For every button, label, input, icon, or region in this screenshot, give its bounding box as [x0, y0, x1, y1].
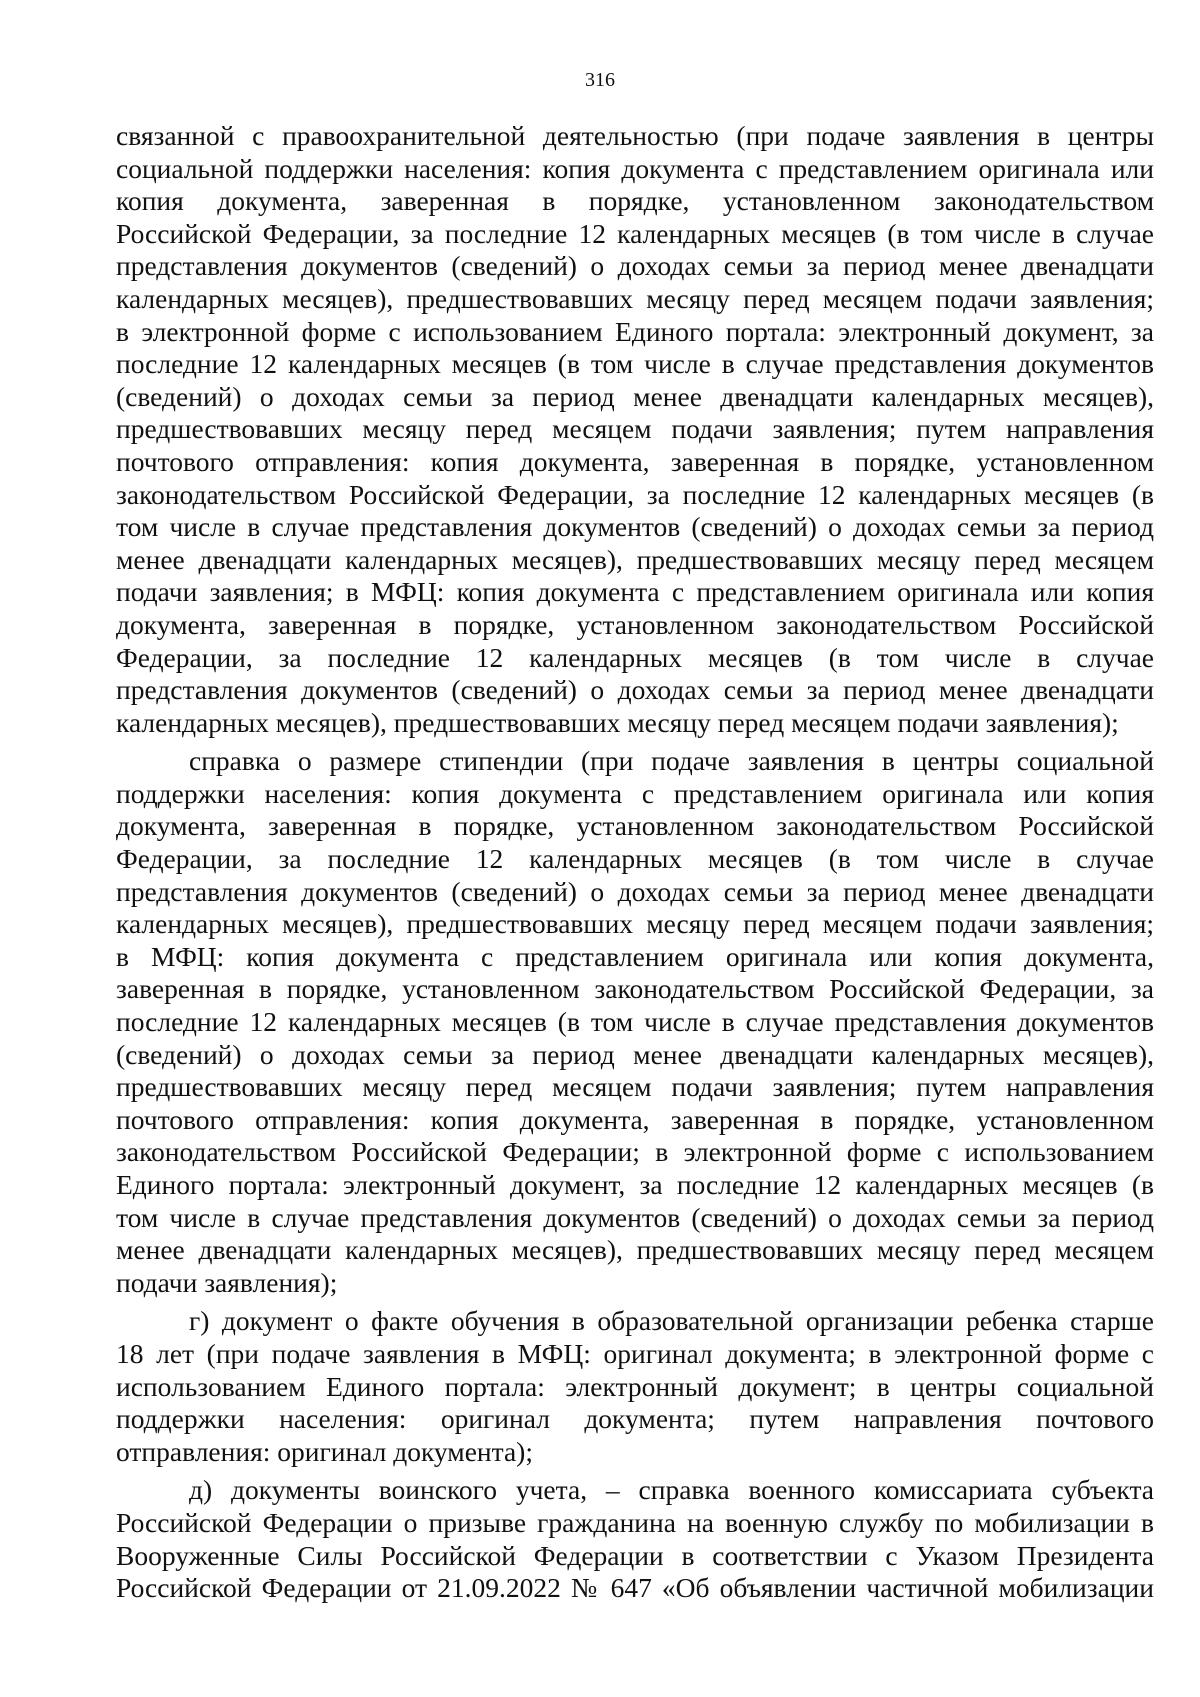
text-line: г) документ о факте обучения в образовательной организации ребенка старше — [189, 1305, 1154, 1337]
text-line: календарных месяцев), предшествовавших месяцу перед месяцем подачи заявления); — [116, 706, 1119, 738]
text-line: заверенная в порядке, установленном законодательством Российской Федерации, за — [116, 973, 1154, 1005]
text-line: д) документы воинского учета, – справка военного комиссариата субъекта — [189, 1474, 1154, 1506]
text-line: представления документов (сведений) о доходах семьи за период менее двенадцати — [116, 875, 1154, 907]
text-line: Федерации, за последние 12 календарных месяцев (в том числе в случае — [116, 641, 1154, 673]
text-line: Российской Федерации от 21.09.2022 № 647 «Об объявлении частичной мобилизации — [116, 1572, 1154, 1604]
text-line: документа, заверенная в порядке, установленном законодательством Российской — [116, 608, 1154, 640]
text-line: Российской Федерации, за последние 12 календарных месяцев (в том числе в случае — [116, 217, 1154, 249]
text-line: документа, заверенная в порядке, установленном законодательством Российской — [116, 810, 1154, 842]
text-line: представления документов (сведений) о доходах семьи за период менее двенадцати — [116, 674, 1154, 706]
document-body — [116, 120, 1154, 1605]
text-line: представления документов (сведений) о доходах семьи за период менее двенадцати — [116, 250, 1154, 282]
page-number: 316 — [585, 69, 615, 91]
text-line: Российской Федерации о призыве гражданина на военную службу по мобилизации в — [116, 1506, 1154, 1538]
text-line: календарных месяцев), предшествовавших месяцу перед месяцем подачи заявления; — [116, 908, 1154, 940]
text-line: законодательством Российской Федерации; в электронной форме с использованием — [116, 1136, 1154, 1168]
text-line: подачи заявления; в МФЦ: копия документа с представлением оригинала или копия — [116, 576, 1154, 608]
text-line: связанной с правоохранительной деятельностью (при подаче заявления в центры — [116, 120, 1154, 151]
text-line: в МФЦ: копия документа с представлением оригинала или копия документа, — [116, 940, 1154, 972]
text-line: последние 12 календарных месяцев (в том числе в случае представления документов — [116, 1006, 1154, 1038]
text-line: в электронной форме с использованием Единого портала: электронный документ, за — [116, 315, 1154, 347]
text-line: предшествовавших месяцу перед месяцем подачи заявления; путем направления — [116, 413, 1154, 445]
text-line: законодательством Российской Федерации, за последние 12 календарных месяцев (в — [116, 478, 1154, 510]
text-line: почтового отправления: копия документа, заверенная в порядке, установленном — [116, 1103, 1154, 1135]
text-line: подачи заявления); — [116, 1266, 338, 1298]
text-line: том числе в случае представления документов (сведений) о доходах семьи за период — [116, 511, 1154, 543]
text-line: справка о размере стипендии (при подаче заявления в центры социальной — [189, 745, 1154, 777]
text-line: календарных месяцев), предшествовавших месяцу перед месяцем подачи заявления; — [116, 282, 1154, 314]
text-line: 18 лет (при подаче заявления в МФЦ: оригинал документа; в электронной форме с — [116, 1337, 1154, 1369]
text-line: Единого портала: электронный документ, за последние 12 календарных месяцев (в — [116, 1169, 1154, 1200]
text-line: поддержки населения: оригинал документа; путем направления почтового — [116, 1403, 1154, 1435]
text-line: предшествовавших месяцу перед месяцем подачи заявления; путем направления — [116, 1071, 1154, 1103]
text-line: поддержки населения: копия документа с представлением оригинала или копия — [116, 777, 1154, 809]
text-line: социальной поддержки населения: копия документа с представлением оригинала или — [116, 152, 1154, 184]
text-line: (сведений) о доходах семьи за период менее двенадцати календарных месяцев), — [116, 1038, 1154, 1070]
text-line: Вооруженные Силы Российской Федерации в соответствии с Указом Президента — [116, 1539, 1154, 1571]
text-line: копия документа, заверенная в порядке, установленном законодательством — [116, 185, 1154, 217]
text-line: (сведений) о доходах семьи за период менее двенадцати календарных месяцев), — [116, 380, 1154, 412]
text-line: использованием Единого портала: электронный документ; в центры социальной — [116, 1370, 1154, 1402]
text-line: последние 12 календарных месяцев (в том числе в случае представления документов — [116, 348, 1154, 380]
text-line: почтового отправления: копия документа, заверенная в порядке, установленном — [116, 445, 1154, 477]
text-line: том числе в случае представления документов (сведений) о доходах семьи за период — [116, 1201, 1154, 1233]
text-line: менее двенадцати календарных месяцев), предшествовавших месяцу перед месяцем — [116, 543, 1154, 575]
text-line: менее двенадцати календарных месяцев), предшествовавших месяцу перед месяцем — [116, 1234, 1154, 1266]
text-line: отправления: оригинал документа); — [116, 1435, 533, 1467]
text-line: Федерации, за последние 12 календарных месяцев (в том числе в случае — [116, 843, 1154, 875]
